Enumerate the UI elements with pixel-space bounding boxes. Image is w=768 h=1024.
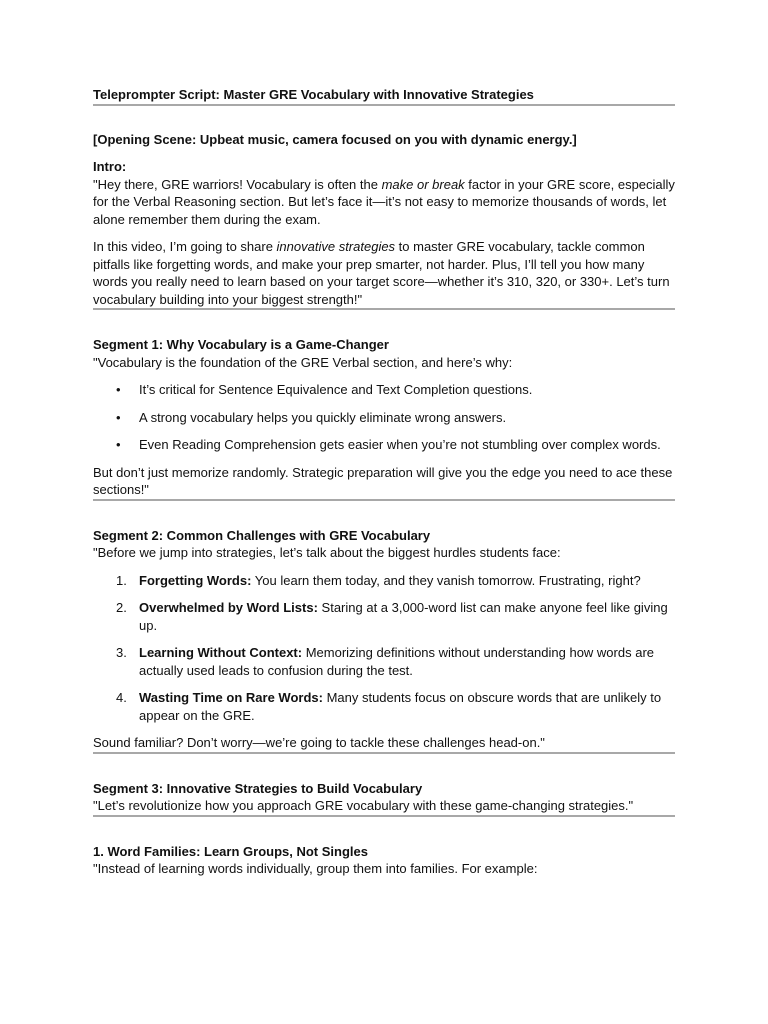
list-text: Many students focus on obscure words that are unlikely to appear on the GRE. bbox=[139, 690, 662, 723]
document-title: Teleprompter Script: Master GRE Vocabulary with Innovative Strategies bbox=[93, 87, 534, 102]
document-page bbox=[93, 86, 675, 878]
list-number: 2. bbox=[116, 600, 127, 615]
segment-3-title: Segment 3: Innovative Strategies to Build Vocabulary bbox=[93, 780, 423, 796]
list-number: 4. bbox=[116, 690, 127, 705]
intro-label: Intro: bbox=[93, 159, 127, 174]
list-number: 1. bbox=[116, 572, 127, 588]
intro-p2-text-b: to master GRE vocabulary, tackle common pitfalls like forgetting words, and make your prep smarter, not harder. Plus, I’ll tell you how many words you really need to learn based on your target score—whether it’s 310, 320, or 330+. Let’s turn vocabulary building into your biggest strength!" bbox=[93, 239, 670, 307]
intro-paragraph-2 bbox=[93, 238, 675, 308]
segment-1-title: Segment 1: Why Vocabulary is a Game-Changer bbox=[93, 337, 389, 352]
segment-3-lead: "Let’s revolutionize how you approach GRE vocabulary with these game-changing strategies." bbox=[93, 798, 634, 813]
list-text: You learn them today, and they vanish tomorrow. Frustrating, right? bbox=[251, 572, 641, 588]
divider bbox=[93, 752, 675, 754]
divider bbox=[93, 499, 675, 501]
list-term: Learning Without Context: bbox=[139, 645, 303, 660]
strategy-1-lead: "Instead of learning words individually, group them into families. For example: bbox=[93, 861, 538, 876]
list-term: Wasting Time on Rare Words: bbox=[139, 690, 323, 705]
list-item: • It’s critical for Sentence Equivalence and Text Completion questions. bbox=[139, 381, 675, 399]
intro-p2-text-a: In this video, I’m going to share bbox=[93, 239, 277, 254]
divider bbox=[93, 815, 675, 817]
opening-scene-direction: [Opening Scene: Upbeat music, camera focused on you with dynamic energy.] bbox=[93, 131, 577, 147]
list-text: Memorizing definitions without understanding how words are actually used leads to confusion during the test. bbox=[139, 645, 655, 678]
list-item bbox=[116, 644, 675, 679]
list-term: Overwhelmed by Word Lists: bbox=[139, 600, 318, 615]
segment-2-title: Segment 2: Common Challenges with GRE Vocabulary bbox=[93, 527, 431, 543]
divider bbox=[93, 104, 675, 106]
list-term: Forgetting Words: bbox=[139, 572, 252, 588]
list-item: • A strong vocabulary helps you quickly eliminate wrong answers. bbox=[139, 409, 675, 427]
strategy-1-title: 1. Word Families: Learn Groups, Not Singles bbox=[93, 843, 368, 859]
segment-2-lead: "Before we jump into strategies, let’s talk about the biggest hurdles students face: bbox=[93, 545, 561, 560]
list-number: 3. bbox=[116, 645, 127, 660]
segment-2-numbered-list bbox=[93, 572, 675, 725]
segment-1-closing: But don’t just memorize randomly. Strategic preparation will give you the edge you need to ace these sections!" bbox=[93, 464, 673, 497]
divider bbox=[93, 308, 675, 310]
list-item bbox=[116, 689, 675, 724]
list-item bbox=[116, 572, 675, 590]
segment-1-lead: "Vocabulary is the foundation of the GRE Verbal section, and here’s why: bbox=[93, 354, 513, 370]
intro-p1-emphasis: make or break bbox=[381, 176, 465, 192]
segment-1-bullet-list bbox=[93, 381, 675, 454]
list-item bbox=[116, 599, 675, 634]
list-item: • Even Reading Comprehension gets easier when you’re not stumbling over complex words. bbox=[139, 436, 675, 454]
list-text: Staring at a 3,000-word list can make anyone feel like giving up. bbox=[139, 600, 668, 633]
intro-p2-emphasis: innovative strategies bbox=[276, 239, 396, 254]
intro-p1-text-a: "Hey there, GRE warriors! Vocabulary is often the bbox=[93, 176, 382, 192]
segment-2-closing: Sound familiar? Don’t worry—we’re going to tackle these challenges head-on." bbox=[93, 735, 545, 750]
intro-paragraph-1 bbox=[93, 176, 675, 229]
intro-p1-text-b: factor in your GRE score, especially for the Verbal Reasoning section. But let’s face it—it’s not easy to memorize thousands of words, let alone remember them during the exam. bbox=[93, 176, 675, 227]
